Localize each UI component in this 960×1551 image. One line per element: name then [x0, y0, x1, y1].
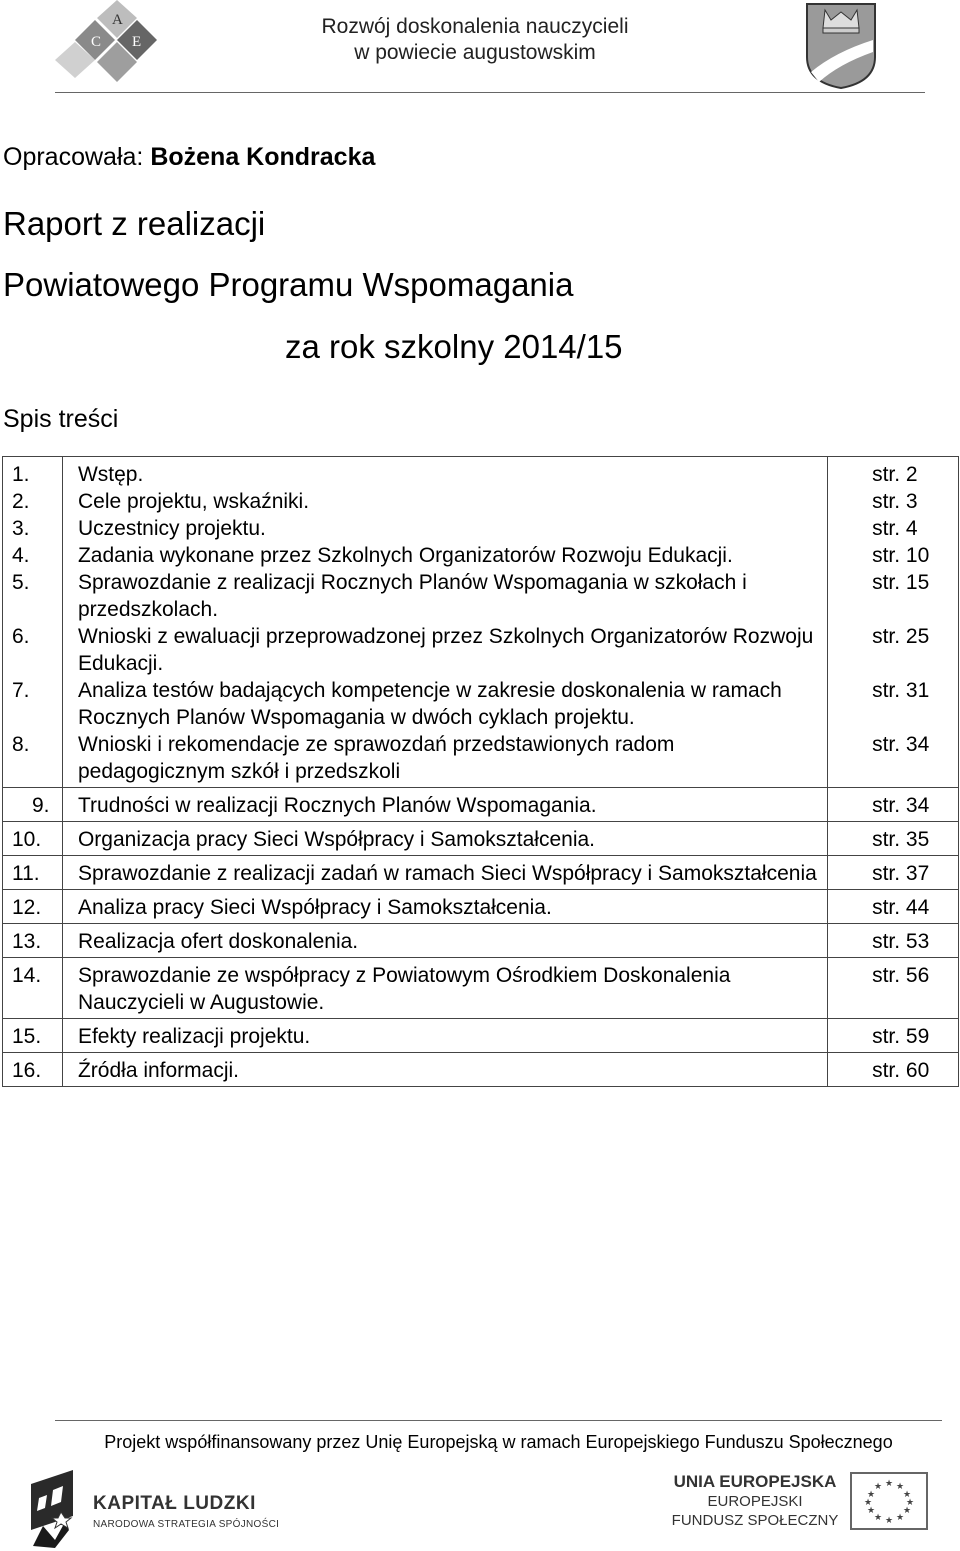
author-label: Opracowała: — [3, 143, 144, 171]
header-title — [265, 14, 685, 66]
toc-page: str. 59 — [828, 1019, 959, 1053]
toc-page: str. 56 — [828, 958, 959, 1019]
toc-number: 4. — [3, 542, 63, 569]
toc-row — [3, 1019, 959, 1053]
toc-row — [3, 623, 959, 677]
toc-number: 16. — [3, 1053, 63, 1087]
kapital-ludzki-name: KAPITAŁ LUDZKI — [93, 1493, 256, 1514]
toc-number: 12. — [3, 890, 63, 924]
cofinancing-note: Projekt współfinansowany przez Unię Europejską w ramach Europejskiego Funduszu Społecznego — [104, 1432, 893, 1452]
toc-page: str. 3 — [828, 488, 959, 515]
toc-entry: Analiza pracy Sieci Współpracy i Samokształcenia. — [62, 890, 827, 924]
page-header — [0, 0, 960, 95]
toc-page: str. 34 — [828, 731, 959, 788]
svg-text:★: ★ — [884, 1479, 894, 1489]
toc-page: str. 35 — [828, 822, 959, 856]
toc-page: str. 15 — [828, 569, 959, 623]
toc-table — [2, 456, 959, 1087]
svg-text:★: ★ — [895, 1482, 905, 1492]
toc-entry: Wstęp. — [62, 457, 827, 489]
county-crest-icon — [805, 2, 877, 90]
svg-text:★: ★ — [895, 1513, 905, 1523]
toc-page: str. 37 — [828, 856, 959, 890]
toc-row — [3, 856, 959, 890]
toc-number: 13. — [3, 924, 63, 958]
cae-logo-icon — [55, 0, 160, 88]
report-title-line2: Powiatowego Programu Wspomagania — [3, 266, 574, 303]
report-title-line1: Raport z realizacji — [3, 205, 266, 242]
toc-entry: Sprawozdanie z realizacji Rocznych Planów Wspomagania w szkołach i przedszkolach. — [62, 569, 827, 623]
toc-number: 2. — [3, 488, 63, 515]
report-title-line3: za rok szkolny 2014/15 — [285, 328, 623, 365]
svg-text:★: ★ — [884, 1516, 894, 1526]
toc-page: str. 34 — [828, 788, 959, 822]
kapital-ludzki-subtitle: NARODOWA STRATEGIA SPÓJNOŚCI — [93, 1519, 280, 1530]
toc-entry: Organizacja pracy Sieci Współpracy i Samokształcenia. — [62, 822, 827, 856]
toc-entry: Źródła informacji. — [62, 1053, 827, 1087]
toc-number: 14. — [3, 958, 63, 1019]
toc-entry: Wnioski z ewaluacji przeprowadzonej przez Szkolnych Organizatorów Rozwoju Edukacji. — [62, 623, 827, 677]
eu-label-line3: FUNDUSZ SPOŁECZNY — [671, 1512, 839, 1529]
toc-page: str. 53 — [828, 924, 959, 958]
toc-entry: Analiza testów badających kompetencje w zakresie doskonalenia w ramach Rocznych Planów Wspomagania w dwóch cyklach projektu. — [62, 677, 827, 731]
toc-entry: Efekty realizacji projektu. — [62, 1019, 827, 1053]
toc-row — [3, 731, 959, 788]
toc-row — [3, 677, 959, 731]
toc-page: str. 10 — [828, 542, 959, 569]
toc-number: 5. — [3, 569, 63, 623]
svg-text:A: A — [112, 12, 123, 28]
toc-number: 15. — [3, 1019, 63, 1053]
eu-fund-label — [670, 1472, 840, 1530]
toc-row — [3, 488, 959, 515]
toc-number: 1. — [3, 457, 63, 489]
toc-number: 6. — [3, 623, 63, 677]
svg-text:C: C — [91, 34, 102, 50]
toc-page: str. 44 — [828, 890, 959, 924]
svg-text:★: ★ — [863, 1498, 873, 1508]
svg-text:★: ★ — [866, 1490, 876, 1500]
header-title-line1: Rozwój doskonalenia nauczycieli — [321, 15, 629, 38]
toc-page: str. 60 — [828, 1053, 959, 1087]
svg-text:★: ★ — [873, 1513, 883, 1523]
toc-row — [3, 924, 959, 958]
svg-text:★: ★ — [902, 1506, 912, 1516]
toc-number: 7. — [3, 677, 63, 731]
svg-text:★: ★ — [866, 1506, 876, 1516]
svg-text:★: ★ — [873, 1482, 883, 1492]
toc-page: str. 2 — [828, 457, 959, 489]
svg-text:E: E — [132, 34, 142, 50]
toc-entry: Wnioski i rekomendacje ze sprawozdań przedstawionych radom pedagogicznym szkół i przedszkoli — [62, 731, 827, 788]
toc-entry: Zadania wykonane przez Szkolnych Organizatorów Rozwoju Edukacji. — [62, 542, 827, 569]
toc-row — [3, 515, 959, 542]
toc-page: str. 25 — [828, 623, 959, 677]
toc-number: 9. — [3, 788, 63, 822]
toc-row — [3, 958, 959, 1019]
author-line — [3, 143, 375, 172]
header-title-line2: w powiecie augustowskim — [354, 41, 596, 64]
footer-divider — [55, 1420, 942, 1421]
eu-label-line1: UNIA EUROPEJSKA — [673, 1472, 837, 1491]
toc-row — [3, 890, 959, 924]
toc-entry: Cele projektu, wskaźniki. — [62, 488, 827, 515]
toc-number: 10. — [3, 822, 63, 856]
svg-text:★: ★ — [902, 1490, 912, 1500]
toc-row — [3, 1053, 959, 1087]
toc-entry: Sprawozdanie z realizacji zadań w ramach Sieci Współpracy i Samokształcenia — [62, 856, 827, 890]
header-divider — [55, 92, 925, 93]
svg-text:★: ★ — [905, 1498, 915, 1508]
toc-number: 3. — [3, 515, 63, 542]
toc-row — [3, 822, 959, 856]
toc-heading: Spis treści — [3, 405, 119, 433]
toc-entry: Sprawozdanie ze współpracy z Powiatowym Ośrodkiem Doskonalenia Nauczycieli w Augustowie. — [62, 958, 827, 1019]
toc-row — [3, 542, 959, 569]
toc-row — [3, 569, 959, 623]
eu-flag-icon — [850, 1472, 928, 1530]
toc-row — [3, 788, 959, 822]
toc-page: str. 4 — [828, 515, 959, 542]
toc-number: 8. — [3, 731, 63, 788]
toc-entry: Trudności w realizacji Rocznych Planów Wspomagania. — [62, 788, 827, 822]
eu-label-line2: EUROPEJSKI — [707, 1493, 803, 1510]
toc-row — [3, 457, 959, 489]
toc-page: str. 31 — [828, 677, 959, 731]
toc-entry: Realizacja ofert doskonalenia. — [62, 924, 827, 958]
author-name: Bożena Kondracka — [150, 143, 376, 171]
toc-entry: Uczestnicy projektu. — [62, 515, 827, 542]
toc-number: 11. — [3, 856, 63, 890]
